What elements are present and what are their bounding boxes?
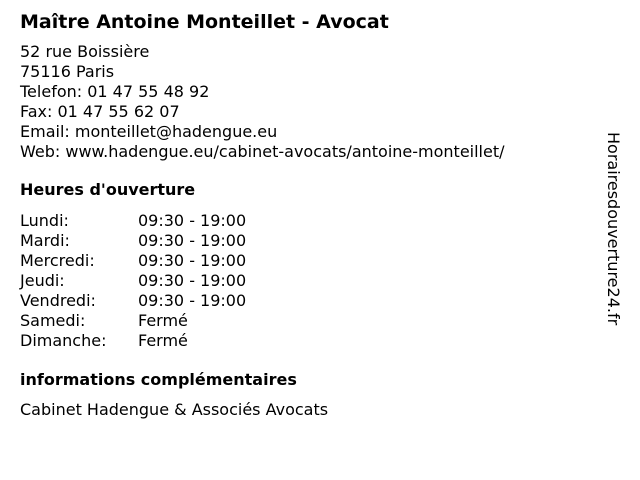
hours-row-saturday: [20, 311, 600, 331]
hours-heading: Heures d'ouverture: [20, 180, 196, 199]
day-label: Mercredi:: [20, 251, 95, 270]
phone-line: Telefon: 01 47 55 48 92: [20, 82, 210, 101]
hours-list: [20, 211, 600, 351]
day-label: Lundi:: [20, 211, 69, 230]
info-heading: informations complémentaires: [20, 370, 297, 389]
day-hours: 09:30 - 19:00: [138, 271, 247, 290]
day-hours: 09:30 - 19:00: [138, 211, 247, 230]
hours-row-friday: [20, 291, 600, 311]
site-brand-vertical: Horairesdouverture24.fr: [604, 132, 623, 326]
address-city: 75116 Paris: [20, 62, 115, 81]
day-hours: Fermé: [138, 311, 188, 330]
web-line: Web: www.hadengue.eu/cabinet-avocats/antoine-monteillet/: [20, 142, 505, 161]
day-label: Vendredi:: [20, 291, 96, 310]
hours-row-tuesday: [20, 231, 600, 251]
day-hours: 09:30 - 19:00: [138, 251, 247, 270]
business-title: Maître Antoine Monteillet - Avocat: [20, 11, 389, 33]
day-hours: Fermé: [138, 331, 188, 350]
address-street: 52 rue Boissière: [20, 42, 150, 61]
day-label: Dimanche:: [20, 331, 107, 350]
hours-row-thursday: [20, 271, 600, 291]
day-label: Samedi:: [20, 311, 86, 330]
info-text: Cabinet Hadengue & Associés Avocats: [20, 400, 329, 419]
hours-row-monday: [20, 211, 600, 231]
day-label: Mardi:: [20, 231, 70, 250]
hours-row-sunday: [20, 331, 600, 351]
day-label: Jeudi:: [20, 271, 65, 290]
hours-row-wednesday: [20, 251, 600, 271]
day-hours: 09:30 - 19:00: [138, 231, 247, 250]
day-hours: 09:30 - 19:00: [138, 291, 247, 310]
email-line: Email: monteillet@hadengue.eu: [20, 122, 278, 141]
business-card: [20, 10, 600, 420]
fax-line: Fax: 01 47 55 62 07: [20, 102, 180, 121]
contact-block: [20, 42, 600, 162]
